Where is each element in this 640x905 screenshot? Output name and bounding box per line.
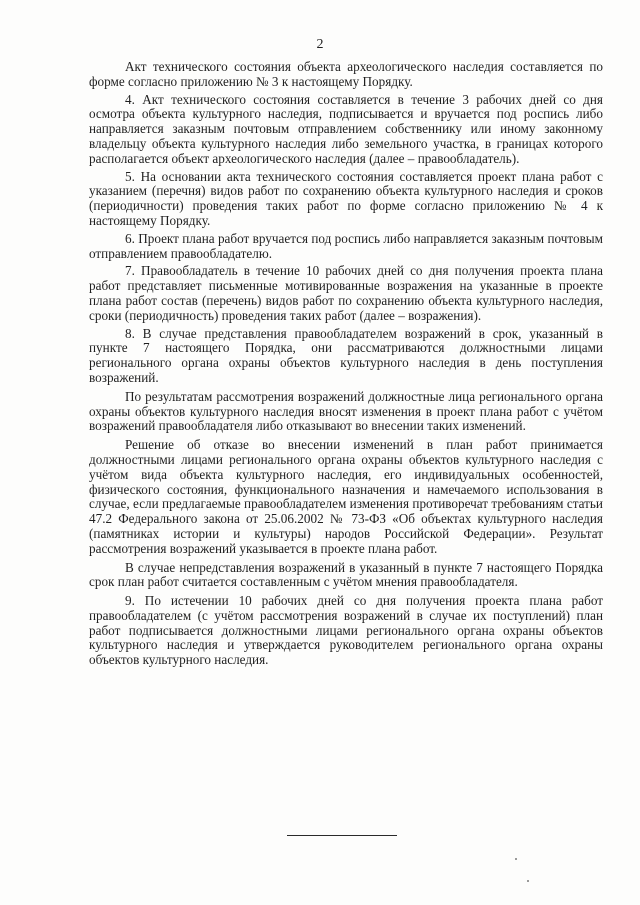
- paragraph-act-form: Акт технического состояния объекта археологического наследия составляется по форме согласно приложению № 3 к настоящему Порядку.: [89, 59, 603, 89]
- separator-line: [287, 835, 397, 836]
- paragraph-refusal-decision: Решение об отказе во внесении изменений в план работ принимается должностными лицами регионального органа охраны объектов культурного наследия с учётом вида объекта культурного наследия, его индивидуальных особенностей, физического состояния, функционального назначения и намечаемого использования в случае, если предлагаемые правообладателем изменения противоречат требованиям статьи 47.2 Федерального закона от 25.06.2002 № 73-ФЗ «Об объектах культурного наследия (памятниках истории и культуры) народов Российской Федерации». Результат рассмотрения возражений указывается в проекте плана работ.: [89, 437, 603, 556]
- paragraph-item-4: 4. Акт технического состояния составляется в течение 3 рабочих дней со дня осмотра объекта культурного наследия, подписывается и вручается под роспись либо направляется заказным почтовым отправлением собственнику или иному законному владельцу объекта культурного наследия либо земельного участка, в границах которого располагается объект археологического наследия (далее – правообладатель).: [89, 91, 603, 166]
- paragraph-item-7: 7. Правообладатель в течение 10 рабочих дней со дня получения проекта плана работ представляет письменные мотивированные возражения на указанные в проекте плана работ состав (перечень) видов работ по сохранению объекта культурного наследия, сроки (периодичность) проведения таких работ (далее – возражения).: [89, 263, 603, 323]
- paragraph-item-9: 9. По истечении 10 рабочих дней со дня получения проекта плана работ правообладателем (с учётом рассмотрения возражений в случае их поступлений) план работ подписывается должностными лицами регионального органа охраны объектов культурного наследия и утверждается руководителем регионального органа охраны объектов культурного наследия.: [89, 593, 603, 668]
- paragraph-review-results: По результатам рассмотрения возражений должностные лица регионального органа охраны объектов культурного наследия вносят изменения в проект плана работ с учётом возражений правообладателя либо отказывают во внесении таких изменений.: [89, 388, 603, 434]
- paragraph-item-6: 6. Проект плана работ вручается под роспись либо направляется заказным почтовым отправлением правообладателю.: [89, 230, 603, 261]
- paragraph-item-8: 8. В случае представления правообладателем возражений в срок, указанный в пункте 7 настоящего Порядка, они рассматриваются должностными лицами регионального органа охраны объектов культурного наследия в день поступления возражений.: [89, 325, 603, 385]
- page-number: 2: [316, 37, 324, 52]
- scan-speck: [527, 880, 529, 882]
- paragraph-no-objections: В случае непредставления возражений в указанный в пункте 7 настоящего Порядка срок план работ считается составленным с учётом мнения правообладателя.: [89, 559, 603, 590]
- scan-speck: [515, 858, 517, 860]
- paragraph-item-5: 5. На основании акта технического состояния составляется проект плана работ с указанием (перечня) видов работ по сохранению объекта культурного наследия и сроков (периодичности) проведения таких работ по форме согласно приложению № 4 к настоящему Порядку.: [89, 168, 603, 228]
- document-body: [89, 60, 603, 668]
